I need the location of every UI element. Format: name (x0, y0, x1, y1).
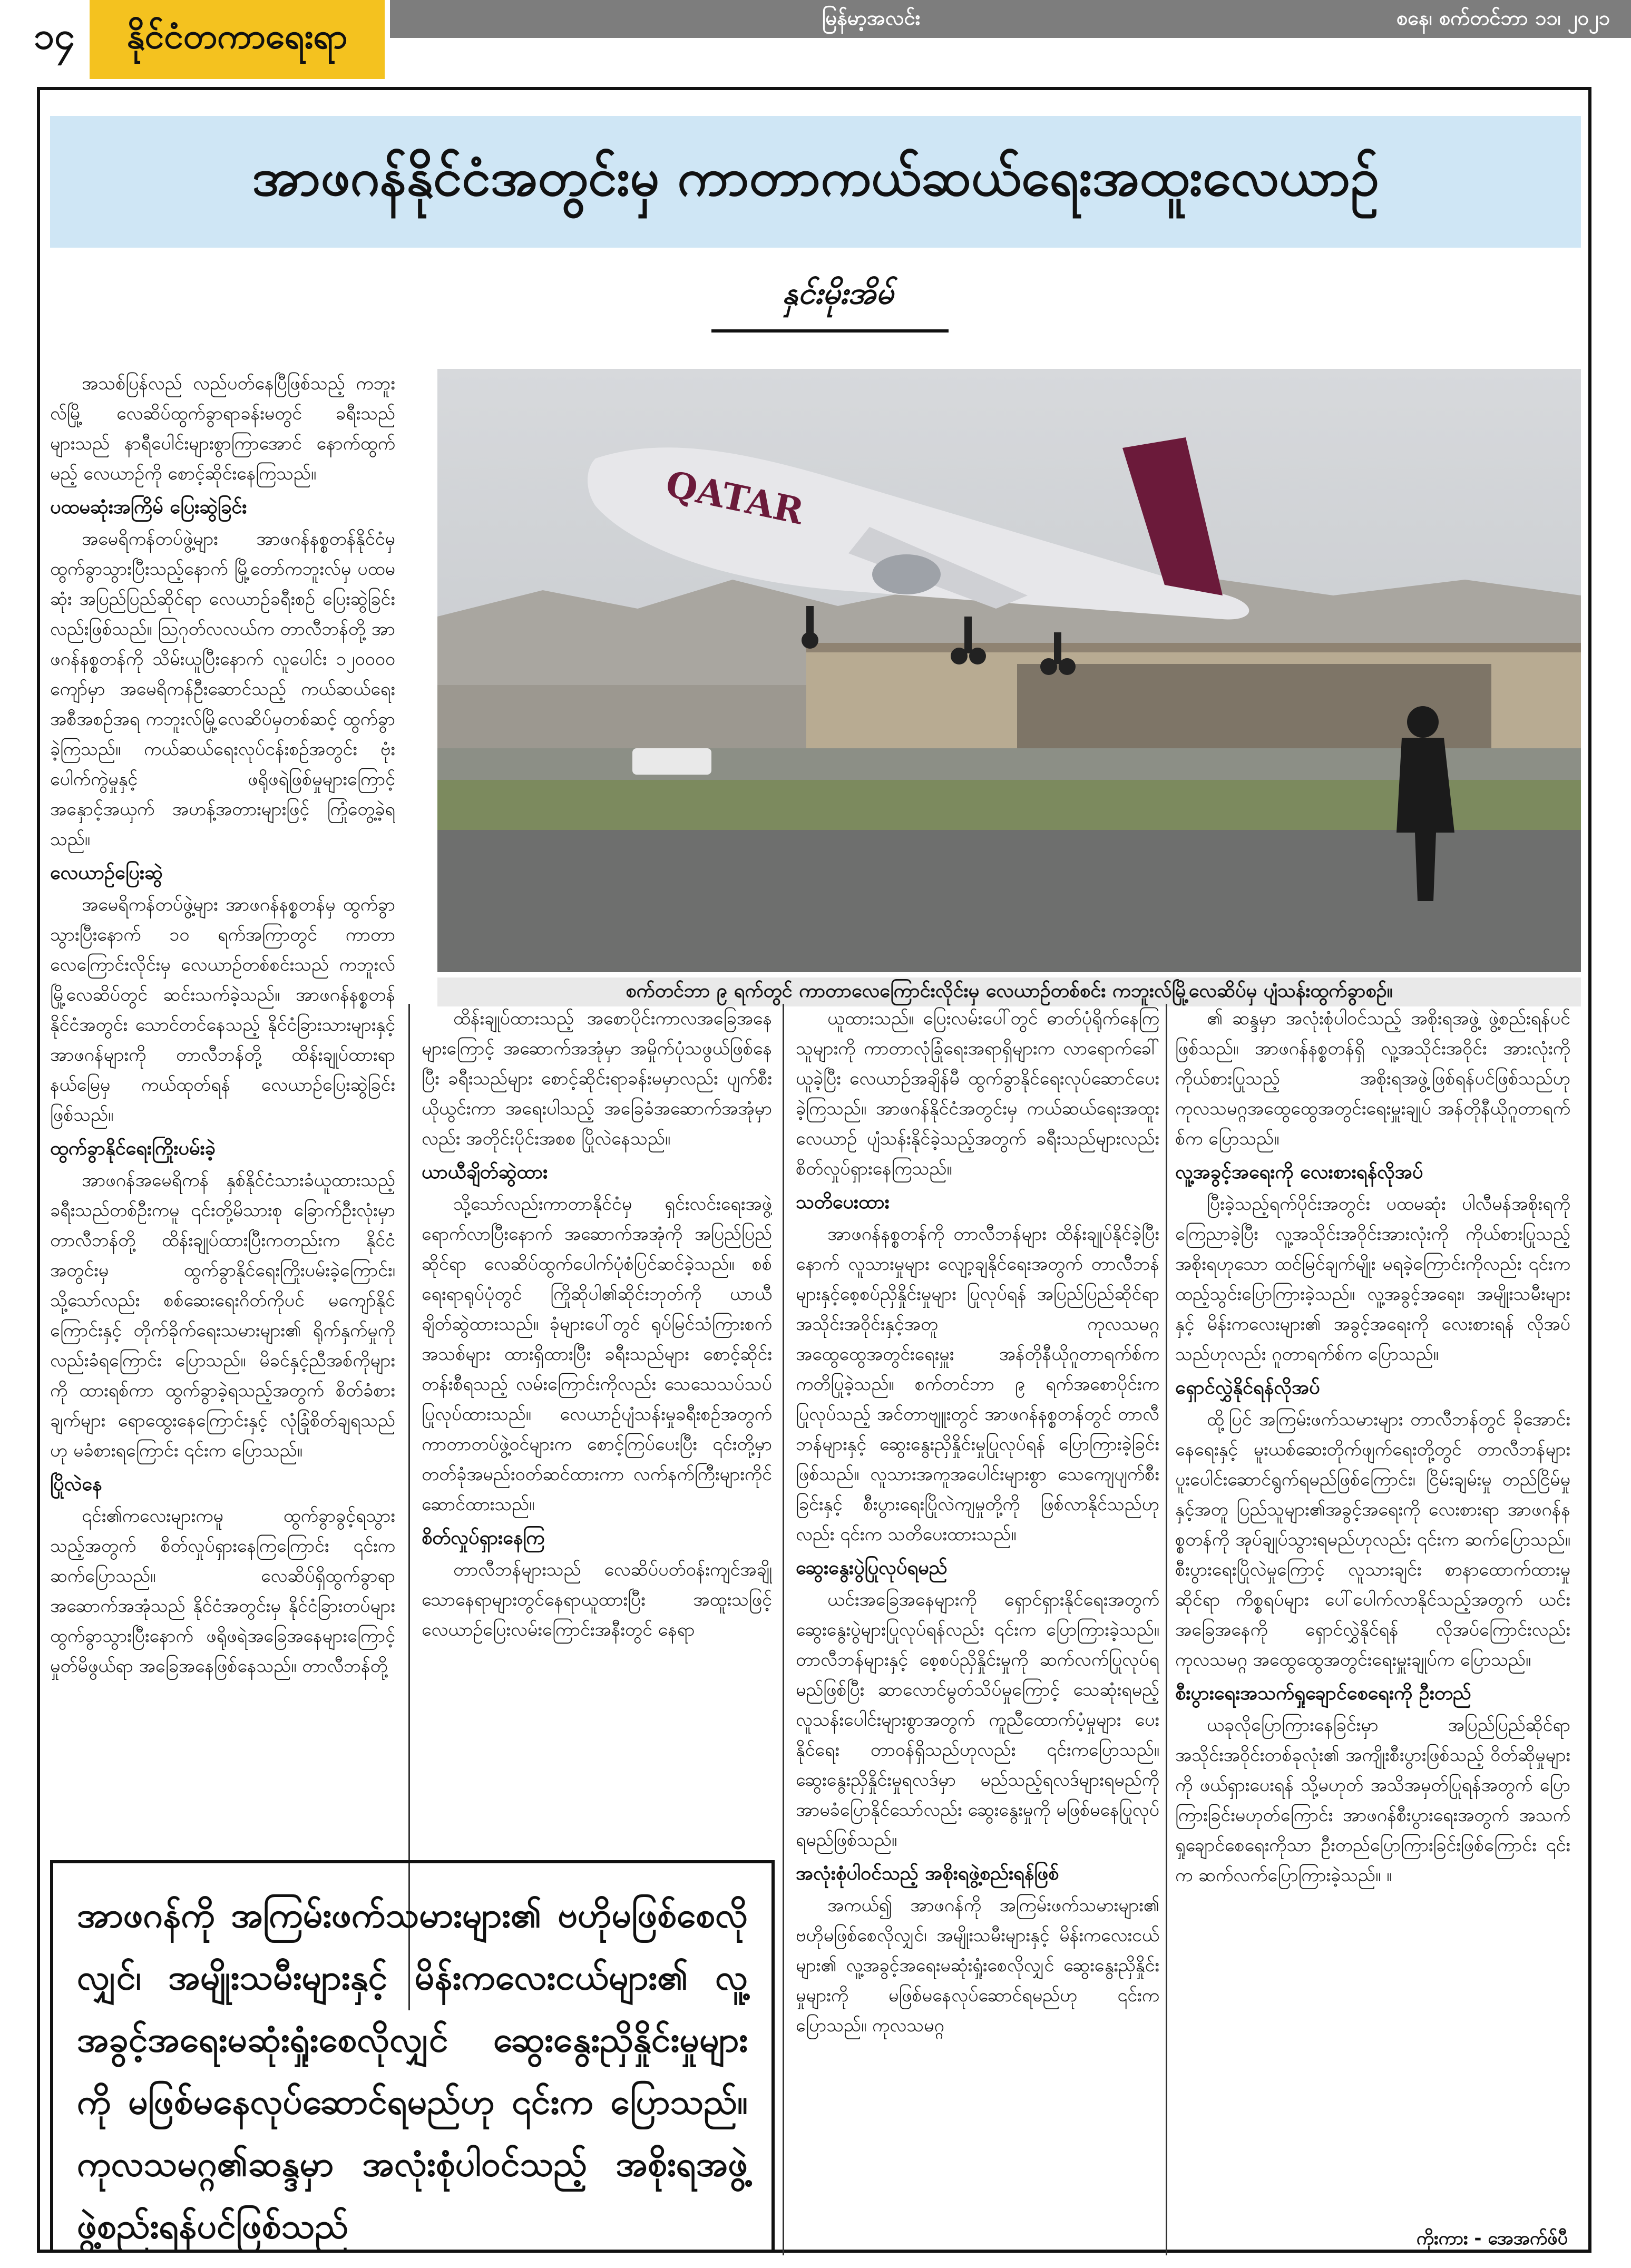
section-tag: နိုင်ငံတကာရေးရာ (90, 0, 385, 79)
paragraph: တာလီဘန်များသည် လေဆိပ်ပတ်ဝန်းကျင်အချို့သောနေရာများတွင်နေရာယူထားပြီး အထူးသဖြင့် လေယာဉ်ပြေးလမ်းကြောင်းအနီးတွင် နေရာ (422, 1559, 772, 1640)
subheading: ဆွေးနွေးပွဲပြုလုပ်ရမည် (796, 1557, 948, 1579)
pull-quote: အာဖဂန်ကို အကြမ်းဖက်သမားများ၏ ဗဟိုမဖြစ်စေလိုလျှင်၊ အမျိုးသမီးများနှင့် မိန်းကလေးငယ်များ၏ လူ့အခွင့်အရေးမဆုံးရှုံးစေလိုလျှင် ဆွေးနွေးညှိနှိုင်းမှုများကို မဖြစ်မနေလုပ်ဆောင်ရမည်ဟု ၎င်းက ပြောသည်။ ကုလသမဂ္ဂ၏ဆန္ဒမှာ အလုံးစုံပါဝင်သည့် အစိုးရအဖွဲ့ ဖွဲ့စည်းရန်ပင်ဖြစ်သည် (50, 1860, 775, 2253)
source-credit: ကိုးကား - အေအက်ဖ်ပီ (1416, 2228, 1568, 2249)
subheading: စီးပွားရေးအသက်ရှုချောင်စေရေးကို ဦးတည် (1175, 1683, 1471, 1704)
paragraph: ၏ ဆန္ဒမှာ အလုံးစုံပါဝင်သည့် အစိုးရအဖွဲ့ ဖွဲ့စည်းရန်ပင်ဖြစ်သည်။ အာဖဂန်နစ္စတန်ရှိ လူ့အသိုင်းအဝိုင်း အားလုံးကို ကိုယ်စားပြုသည့် အစိုးရအဖွဲ့ဖြစ်ရန်ပင်ဖြစ်သည်ဟု ကုလသမဂ္ဂအထွေထွေအတွင်းရေးမှူးချုပ် အန်တိုနီယိုဂူတာရက်စ်က ပြောသည်။ (1175, 1008, 1570, 1149)
byline: နှင်းမိုးအိမ် (782, 275, 894, 311)
subheading: ပြိုလဲနေ (50, 1473, 102, 1495)
paragraph: အသစ်ပြန်လည် လည်ပတ်နေပြီဖြစ်သည့် ကဘူးလ်မြို့ လေဆိပ်ထွက်ခွာရာခန်းမတွင် ခရီးသည်များသည် နာရီပေါင်းများစွာကြာအောင် နောက်ထွက်မည့် လေယာဉ်ကို စောင့်ဆိုင်းနေကြသည်။ (50, 373, 395, 484)
subheading: ပထမဆုံးအကြိမ် ပြေးဆွဲခြင်း (50, 496, 247, 518)
subheading: ထွက်ခွာနိုင်ရေးကြိုးပမ်းခဲ့ (50, 1138, 216, 1159)
paragraph: ယင်းအခြေအနေများကို ရှောင်ရှားနိုင်ရေးအတွက် ဆွေးနွေးပွဲများပြုလုပ်ရန်လည်း ၎င်းက ပြောကြားခဲ့သည်။ တာလီဘန်များနှင့် စေ့စပ်ညှိနှိုင်းမှုကို ဆက်လက်ပြုလုပ်ရမည်ဖြစ်ပြီး ဆာလောင်မွတ်သိပ်မှုကြောင့် သေဆုံးရမည့် လူသန်းပေါင်းများစွာအတွက် ကူညီထောက်ပံ့မှုများ ပေးနိုင်ရေး တာဝန်ရှိသည်ဟုလည်း ၎င်းကပြောသည်။ ဆွေးနွေးညှိနှိုင်းမှုရလဒ်မှာ မည်သည့်ရလဒ်များရမည်ကို အာမခံပြောနိုင်သော်လည်း ဆွေးနွေးမှုကို မဖြစ်မနေပြုလုပ်ရမည်ဖြစ်သည်။ (796, 1589, 1159, 1851)
paragraph: ၎င်း၏ကလေးများကမူ ထွက်ခွာခွင့်ရသွားသည့်အတွက် စိတ်လှုပ်ရှားနေကြကြောင်း ၎င်းက ဆက်ပြောသည်။ လေဆိပ်ရှိထွက်ခွာရာအဆောက်အအုံသည် နိုင်ငံအတွင်းမှ နိုင်ငံခြားတပ်များ ထွက်ခွာသွားပြီးနောက် ဖရိုဖရဲအခြေအနေများကြောင့် မှုတ်မိဖွယ်ရာ အခြေအနေဖြစ်နေသည်။ တာလီဘန်တို့ (50, 1506, 395, 1677)
paragraph: ယခုလိုပြောကြားနေခြင်းမှာ အပြည်ပြည်ဆိုင်ရာ အသိုင်းအဝိုင်းတစ်ခုလုံး၏ အကျိုးစီးပွားဖြစ်သည့် ဝိတ်ဆိုမှုများကို ဖယ်ရှားပေးရန် သို့မဟုတ် အသိအမှတ်ပြုရန်အတွက် ပြောကြားခြင်းမဟုတ်ကြောင်း အာဖဂန်စီးပွားရေးအတွက် အသက်ရှုချောင်စေရေးကိုသာ ဦးတည်ပြောကြားခြင်းဖြစ်ကြောင်း ၎င်းက ဆက်လက်ပြောကြားခဲ့သည်။ ။ (1175, 1715, 1570, 1886)
article-column-3 (796, 1004, 1159, 2255)
column-divider (1166, 1004, 1167, 2255)
paragraph: အမေရိကန်တပ်ဖွဲ့များ အာဖဂန်နစ္စတန်မှ ထွက်ခွာသွားပြီးနောက် ၁၀ ရက်အကြာတွင် ကာတာလေကြောင်းလိုင်းမှ လေယာဉ်တစ်စင်းသည် ကဘူးလ်မြို့လေဆိပ်တွင် ဆင်းသက်ခဲ့သည်။ အာဖဂန်နစ္စတန် နိုင်ငံအတွင်း သောင်တင်နေသည့် နိုင်ငံခြားသားများနှင့် အာဖဂန်များကို တာလီဘန်တို့ ထိန်းချုပ်ထားရာနယ်မြေမှ ကယ်ထုတ်ရန် လေယာဉ်ပြေးဆွဲခြင်းဖြစ်သည်။ (50, 894, 395, 1126)
article-column-4 (1175, 1004, 1570, 2255)
column-divider (783, 1004, 784, 2255)
article-column-2 (422, 1004, 772, 2010)
paragraph: ထိန်းချုပ်ထားသည့် အစောပိုင်းကာလအခြေအနေများကြောင့် အဆောက်အအုံမှာ အမှိုက်ပုံသဖွယ်ဖြစ်နေပြီး ခရီးသည်များ စောင့်ဆိုင်းရာခန်းမမှာလည်း ပျက်စီးယိုယွင်းကာ အရေးပါသည့် အခြေခံအဆောက်အအုံမှာလည်း အတိုင်းပိုင်းအစစ ပြိုလဲနေသည်။ (422, 1008, 772, 1149)
subheading: ယာယီချိတ်ဆွဲထား (422, 1161, 548, 1183)
paragraph: သို့သော်လည်းကာတာနိုင်ငံမှ ရှင်းလင်းရေးအဖွဲ့ ရောက်လာပြီးနောက် အဆောက်အအုံကို အပြည်ပြည်ဆိုင်ရာ လေဆိပ်ထွက်ပေါက်ပုံစံပြင်ဆင်ခဲ့သည်။ စစ်ရေးရာရုပ်ပုံတွင် ကြိုဆိုပါ၏ဆိုင်းဘုတ်ကို ယာယီချိတ်ဆွဲထားသည်။ ခုံများပေါ်တွင် ရုပ်မြင်သံကြားစက်အသစ်များ ထားရှိထားပြီး ခရီးသည်များ စောင့်ဆိုင်းတန်းစီရသည့် လမ်းကြောင်းကိုလည်း သေသေသပ်သပ် ပြုလုပ်ထားသည်။ လေယာဉ်ပျံသန်းမှုခရီးစဉ်အတွက် ကာတာတပ်ဖွဲ့ဝင်များက စောင့်ကြပ်ပေးပြီး ၎င်းတို့မှာ တတ်ခုံအမည်းဝတ်ဆင်ထားကာ လက်နက်ကြီးများကိုင်ဆောင်ထားသည်။ (422, 1194, 772, 1515)
paragraph: ယူထားသည်။ ပြေးလမ်းပေါ်တွင် ဓာတ်ပုံရိုက်နေကြသူများကို ကာတာလုံခြုံရေးအရာရှိများက လာရောက်ခေါ်ယူခဲ့ပြီး လေယာဉ်အချိန်မီ ထွက်ခွာနိုင်ရေးလုပ်ဆောင်ပေးခဲ့ကြသည်။ အာဖဂန်နိုင်ငံအတွင်းမှ ကယ်ဆယ်ရေးအထူးလေယာဉ် ပျံသန်းနိုင်ခဲ့သည့်အတွက် ခရီးသည်များလည်းစိတ်လှုပ်ရှားနေကြသည်။ (796, 1008, 1159, 1179)
vehicle (632, 748, 711, 775)
subheading: ရှောင်လွှဲနိုင်ရန်လိုအပ် (1175, 1377, 1320, 1399)
subheading: သတိပေးထား (796, 1191, 890, 1213)
issue-date: စနေ၊ စက်တင်ဘာ ၁၁၊ ၂၀၂၁ (1396, 6, 1610, 30)
paragraph: ပြီးခဲ့သည့်ရက်ပိုင်းအတွင်း ပထမဆုံး ပါလီမန်အစိုးရကိုကြေညာခဲ့ပြီး လူ့အသိုင်းအဝိုင်းအားလုံးကို ကိုယ်စားပြုသည့် အစိုးရဟုသော ထင်မြင်ချက်မျိုး မရခဲ့ကြောင်းကိုလည်း ၎င်းက ထည့်သွင်းပြောကြားခဲ့သည်။ လူ့အခွင့်အရေး၊ အမျိုးသမီးများနှင့် မိန်းကလေးများ၏ အခွင့်အရေးကို လေးစားရန် လိုအပ်သည်ဟုလည်း ဂူတာရက်စ်က ပြောသည်။ (1175, 1194, 1570, 1365)
subheading: လူ့အခွင့်အရေးကို လေးစားရန်လိုအပ် (1175, 1161, 1423, 1183)
paragraph: အမေရိကန်တပ်ဖွဲ့များ အာဖဂန်နစ္စတန်နိုင်ငံမှ ထွက်ခွာသွားပြီးသည့်နောက် မြို့တော်ကဘူးလ်မှ ပထမဆုံး အပြည်ပြည်ဆိုင်ရာ လေယာဉ်ခရီးစဉ် ပြေးဆွဲခြင်းလည်းဖြစ်သည်။ ဩဂုတ်လလယ်က တာလီဘန်တို့ အာဖဂန်နစ္စတန်ကို သိမ်းယူပြီးနောက် လူပေါင်း ၁၂၀၀၀၀ ကျော်မှာ အမေရိကန်ဦးဆောင်သည့် ကယ်ဆယ်ရေးအစီအစဉ်အရ ကဘူးလ်မြို့လေဆိပ်မှတစ်ဆင့် ထွက်ခွာခဲ့ကြသည်။ ကယ်ဆယ်ရေးလုပ်ငန်းစဉ်အတွင်း ဗုံးပေါက်ကွဲမှုနှင့် ဖရိုဖရဲဖြစ်မှုများကြောင့် အနှောင့်အယှက် အဟန့်အတားများဖြင့် ကြုံတွေ့ခဲ့ရသည်။ (50, 529, 395, 850)
article-photo (437, 369, 1581, 972)
column-divider (408, 1004, 410, 2010)
paragraph: ထို့ပြင် အကြမ်းဖက်သမားများ တာလီဘန်တွင် ခိုအောင်းနေရေးနှင့် မူးယစ်ဆေးတိုက်ဖျက်ရေးတို့တွင် တာလီဘန်များ ပူးပေါင်းဆောင်ရွက်ရမည်ဖြစ်ကြောင်း၊ ငြိမ်းချမ်းမှု တည်ငြိမ်မှုနှင့်အတူ ပြည်သူများ၏အခွင့်အရေးကို လေးစားရာ အာဖဂန်နစ္စတန်ကို အုပ်ချုပ်သွားရမည်ဟုလည်း ၎င်းက ဆက်ပြောသည်။ စီးပွားရေးပြိုလဲမှုကြောင့် လူသားချင်း စာနာထောက်ထားမှုဆိုင်ရာ ကိစ္စရပ်များ ပေါ်ပေါက်လာနိုင်သည့်အတွက် ယင်းအခြေအနေကို ရှောင်လွှဲနိုင်ရန် လိုအပ်ကြောင်းလည်း ကုလသမဂ္ဂ အထွေထွေအတွင်းရေးမှူးချုပ်က ပြောသည်။ (1175, 1409, 1570, 1670)
subheading: အလုံးစုံပါဝင်သည့် အစိုးရဖွဲ့စည်းရန်ဖြစ် (796, 1863, 1059, 1884)
paragraph: အကယ်၍ အာဖဂန်ကို အကြမ်းဖက်သမားများ၏ ဗဟိုမဖြစ်စေလိုလျှင်၊ အမျိုးသမီးများနှင့် မိန်းကလေးငယ်များ၏ လူ့အခွင့်အရေးမဆုံးရှုံးစေလိုလျှင် ဆွေးနွေးညှိနှိုင်းမှုများကို မဖြစ်မနေလုပ်ဆောင်ရမည်ဟု ၎င်းက ပြောသည်။ ကုလသမဂ္ဂ (796, 1895, 1159, 2036)
airplane-photo-illustration (437, 369, 1581, 972)
subheading: စိတ်လှုပ်ရှားနေကြ (422, 1527, 545, 1549)
newspaper-name: မြန်မာ့အလင်း (822, 6, 921, 30)
masthead (0, 0, 1631, 79)
newspaper-strip (390, 0, 1631, 38)
byline-divider (711, 329, 949, 333)
airline-logo-text: QATAR (662, 463, 807, 533)
paragraph: အာဖဂန်အမေရိကန် နှစ်နိုင်ငံသားခံယူထားသည့် ခရီးသည်တစ်ဦးကမူ ၎င်းတို့မိသားစု ခြောက်ဦးလုံးမှာ တာလီဘန်တို့ ထိန်းချုပ်ထားပြီးကတည်းက နိုင်ငံအတွင်းမှ ထွက်ခွာနိုင်ရေးကြိုးပမ်းခဲ့ကြောင်း၊ သို့သော်လည်း စစ်ဆေးရေးဂိတ်ကိုပင် မကျော်နိုင်ကြောင်းနှင့် တိုက်ခိုက်ရေးသမားများ၏ ရိုက်နှက်မှုကိုလည်းခံရကြောင်း ပြောသည်။ မိခင်နှင့်ညီအစ်ကိုများကို ထားရစ်ကာ ထွက်ခွာခဲ့ရသည့်အတွက် စိတ်ခံစားချက်များ ရောထွေးနေကြောင်းနှင့် လုံခြုံစိတ်ချရသည်ဟု မခံစားရကြောင်း ၎င်းက ပြောသည်။ (50, 1170, 395, 1461)
article-title: အာဖဂန်နိုင်ငံအတွင်းမှ ကာတာကယ်ဆယ်ရေးအထူးလေယာဉ် (50, 116, 1581, 248)
paragraph: အာဖဂန်နစ္စတန်ကို တာလီဘန်များ ထိန်းချုပ်နိုင်ခဲ့ပြီးနောက် လူသားမှုများ လျော့ချနိုင်ရေးအတွက် တာလီဘန်များနှင့်စေ့စပ်ညှိနှိုင်းမှုများ ပြုလုပ်ရန် အပြည်ပြည်ဆိုင်ရာအသိုင်းအဝိုင်းနှင့်အတူ ကုလသမဂ္ဂ အထွေထွေအတွင်းရေးမှူး အန်တိုနီယိုဂူတာရက်စ်က ကတိပြုခဲ့သည်။ စက်တင်ဘာ ၉ ရက်အစောပိုင်းက ပြုလုပ်သည့် အင်တာဗျူးတွင် အာဖဂန်နစ္စတန်တွင် တာလီဘန်များနှင့် ဆွေးနွေးညှိနှိုင်းမှုပြုလုပ်ရန် ပြောကြားခဲ့ခြင်းဖြစ်သည်။ လူသားအကူအပေါင်းများစွာ သေကျေပျက်စီးခြင်းနှင့် စီးပွားရေးပြိုလဲကျမှုတို့ကို ဖြစ်လာနိုင်သည်ဟုလည်း ၎င်းက သတိပေးထားသည်။ (796, 1224, 1159, 1545)
article-column-1 (50, 369, 395, 1850)
subheading: လေယာဉ်ပြေးဆွဲ (50, 862, 163, 884)
page-number: ၁၄ (33, 14, 75, 57)
photo-caption: စက်တင်ဘာ ၉ ရက်တွင် ကာတာလေကြောင်းလိုင်းမှ လေယာဉ်တစ်စင်း ကဘူးလ်မြို့လေဆိပ်မှ ပျံသန်းထွက်ခွာစဉ်။ (437, 977, 1581, 1006)
